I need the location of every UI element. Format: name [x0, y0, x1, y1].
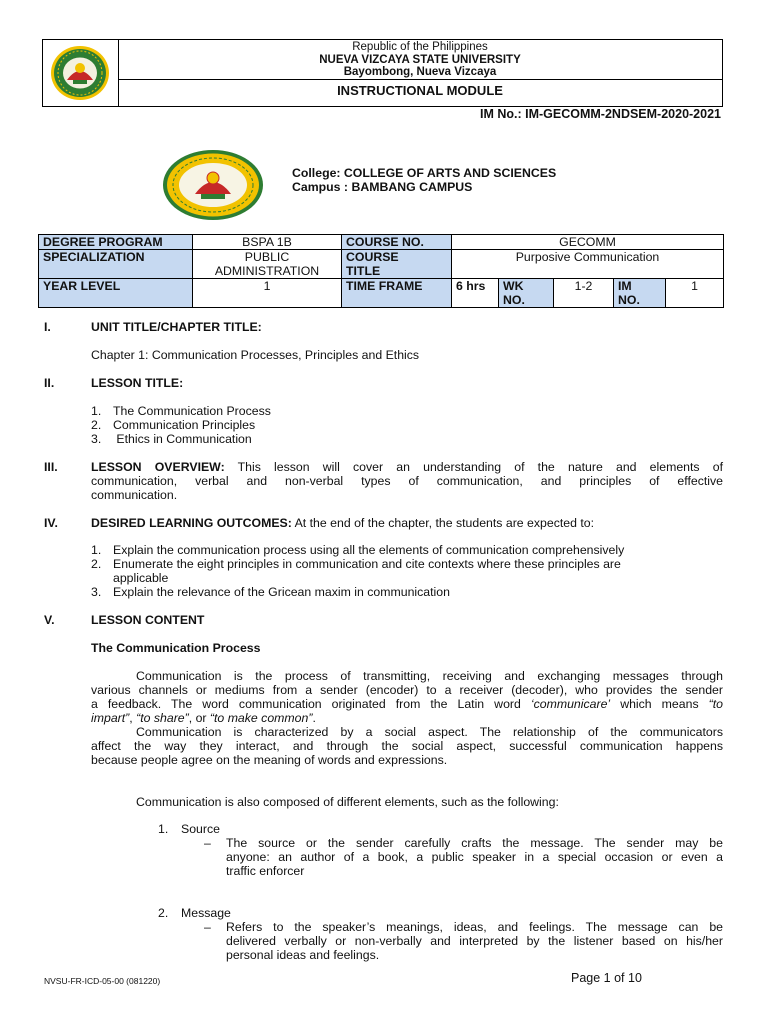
specialization-value-line: PUBLIC: [244, 250, 290, 264]
specialization-value-line: ADMINISTRATION: [214, 264, 320, 278]
course-info-table: [38, 234, 724, 308]
paragraph-line: affect the way they interact, and through the social aspect, successful communication happens: [91, 739, 723, 753]
year-level-value: 1: [193, 279, 342, 308]
element-description: personal ideas and feelings.: [226, 948, 380, 962]
list-item: [91, 557, 621, 571]
paragraph-line: Communication is characterized by a social aspect. The relationship of the communicators: [136, 725, 723, 739]
specialization-value: [193, 250, 342, 279]
list-number: 2.: [91, 557, 102, 571]
year-level-label: YEAR LEVEL: [39, 279, 193, 308]
header-logo-cell: [43, 40, 119, 106]
overview-line: communication.: [91, 488, 178, 502]
outcomes-text: At the end of the chapter, the students are expected to:: [294, 516, 595, 530]
form-code: NVSU-FR-ICD-05-00 (081220): [44, 976, 161, 986]
list-text: applicable: [113, 571, 169, 585]
college-block: [292, 166, 556, 194]
course-title-value: Purposive Communication: [452, 250, 724, 279]
meaning-text: impart”: [91, 711, 130, 725]
table-row: [39, 279, 724, 308]
list-text: The Communication Process: [113, 404, 271, 418]
list-item: [91, 404, 271, 418]
paragraph-line: various channels or mediums from a sender (encoder) to a receiver (decoder), who provides the sender: [91, 683, 723, 697]
content-subtitle: The Communication Process: [91, 641, 261, 655]
table-row: [39, 235, 724, 250]
section-title: DESIRED LEARNING OUTCOMES:: [91, 516, 292, 530]
paragraph-text: ,: [129, 711, 137, 725]
list-number: 1.: [91, 543, 102, 557]
list-text: Explain the communication process using all the elements of communication comprehensively: [113, 543, 625, 557]
im-no-label-line: NO.: [618, 293, 640, 307]
section-number: IV.: [44, 516, 58, 530]
paragraph-line: Communication is the process of transmitting, receiving and exchanging messages through: [136, 669, 723, 683]
list-number: 1.: [158, 822, 169, 836]
university-seal-icon: [43, 40, 118, 106]
paragraph-line: [91, 697, 723, 711]
list-item: [91, 585, 450, 599]
paragraph-line: Communication is also composed of different elements, such as the following:: [136, 795, 559, 809]
degree-program-label: DEGREE PROGRAM: [39, 235, 193, 250]
element-item: [158, 906, 231, 920]
paragraph-line: [91, 711, 723, 725]
overview-line: communication, verbal and non-verbal types of communication, and principles of effective: [91, 474, 723, 488]
page-number: Page 1 of 10: [571, 971, 642, 985]
paragraph-text: a feedback. The word communication originated from the Latin word: [91, 697, 531, 711]
outcomes-intro: [91, 516, 723, 530]
list-text: Communication Principles: [113, 418, 256, 432]
section-title: LESSON TITLE:: [91, 376, 184, 390]
course-no-value: GECOMM: [452, 235, 724, 250]
section-title: LESSON OVERVIEW:: [91, 460, 225, 474]
element-description: Refers to the speaker’s meanings, ideas, and feelings. The message can be: [226, 920, 723, 934]
element-item: [158, 822, 220, 836]
list-number: 2.: [91, 418, 102, 432]
university-location: Bayombong, Nueva Vizcaya: [343, 66, 497, 78]
list-item: [91, 432, 252, 446]
list-item: [91, 418, 255, 432]
course-title-label-line: TITLE: [346, 264, 381, 278]
im-no-value: 1: [666, 279, 724, 308]
document-header: [42, 39, 723, 107]
section-title: LESSON CONTENT: [91, 613, 205, 627]
overview-line: [91, 460, 723, 474]
list-number: 1.: [91, 404, 102, 418]
college-line: College: COLLEGE OF ARTS AND SCIENCES: [292, 166, 557, 180]
paragraph-text: .: [312, 711, 316, 725]
paragraph-text: which means: [610, 697, 709, 711]
university-heading: [118, 41, 722, 79]
course-no-label: COURSE NO.: [342, 235, 452, 250]
meaning-text: “to make common”: [209, 711, 313, 725]
dash-bullet: –: [204, 920, 211, 934]
wk-no-label-line: WK: [503, 279, 524, 293]
element-name: Message: [181, 906, 231, 920]
course-title-label-line: COURSE: [346, 250, 399, 264]
im-number: IM No.: IM-GECOMM-2NDSEM-2020-2021: [479, 107, 721, 121]
time-frame-value: 6 hrs: [452, 279, 499, 308]
degree-program-value: BSPA 1B: [193, 235, 342, 250]
section-number: III.: [44, 460, 58, 474]
list-text: Ethics in Communication: [113, 432, 252, 446]
list-text: Explain the relevance of the Gricean maxim in communication: [113, 585, 450, 599]
meaning-text: “to share”: [136, 711, 189, 725]
section-number: V.: [44, 613, 55, 627]
section-number: I.: [44, 320, 51, 334]
list-item: [91, 543, 624, 557]
meaning-text: “to: [708, 697, 723, 711]
element-description: The source or the sender carefully crafts the message. The sender may be: [226, 836, 723, 850]
dash-bullet: –: [204, 836, 211, 850]
header-divider: [118, 79, 722, 80]
chapter-title: Chapter 1: Communication Processes, Principles and Ethics: [91, 348, 420, 362]
university-name: NUEVA VIZCAYA STATE UNIVERSITY: [319, 53, 521, 66]
paragraph-text: , or: [188, 711, 210, 725]
element-name: Source: [181, 822, 220, 836]
time-frame-label: TIME FRAME: [342, 279, 452, 308]
list-number: 3.: [91, 432, 102, 446]
element-description: delivered verbally or non-verbally and interpreted by the listener based on his/her: [226, 934, 723, 948]
specialization-label: SPECIALIZATION: [39, 250, 193, 279]
im-no-label-line: IM: [618, 279, 632, 293]
republic-line: Republic of the Philippines: [352, 41, 488, 53]
section-number: II.: [44, 376, 55, 390]
module-title: INSTRUCTIONAL MODULE: [337, 83, 503, 98]
element-description: traffic enforcer: [226, 864, 305, 878]
list-number: 3.: [91, 585, 102, 599]
list-item: [91, 571, 168, 585]
wk-no-label-line: NO.: [503, 293, 525, 307]
list-number: 2.: [158, 906, 169, 920]
table-row: [39, 250, 724, 279]
paragraph-line: because people agree on the meaning of words and expressions.: [91, 753, 448, 767]
course-title-label: [342, 250, 452, 279]
list-text: Enumerate the eight principles in communication and cite contexts where these principles are: [113, 557, 621, 571]
overview-text: This lesson will cover an understanding of the nature and elements of: [237, 460, 724, 474]
section-title: UNIT TITLE/CHAPTER TITLE:: [91, 320, 262, 334]
element-description: anyone: an author of a book, a public speaker in a special occasion or even a: [226, 850, 723, 864]
campus-line: Campus : BAMBANG CAMPUS: [292, 180, 473, 194]
wk-no-value: 1-2: [554, 279, 614, 308]
latin-word: ‘communicare’: [530, 697, 611, 711]
im-no-label: [614, 279, 666, 308]
wk-no-label: [499, 279, 554, 308]
college-seal-icon: [161, 148, 265, 222]
